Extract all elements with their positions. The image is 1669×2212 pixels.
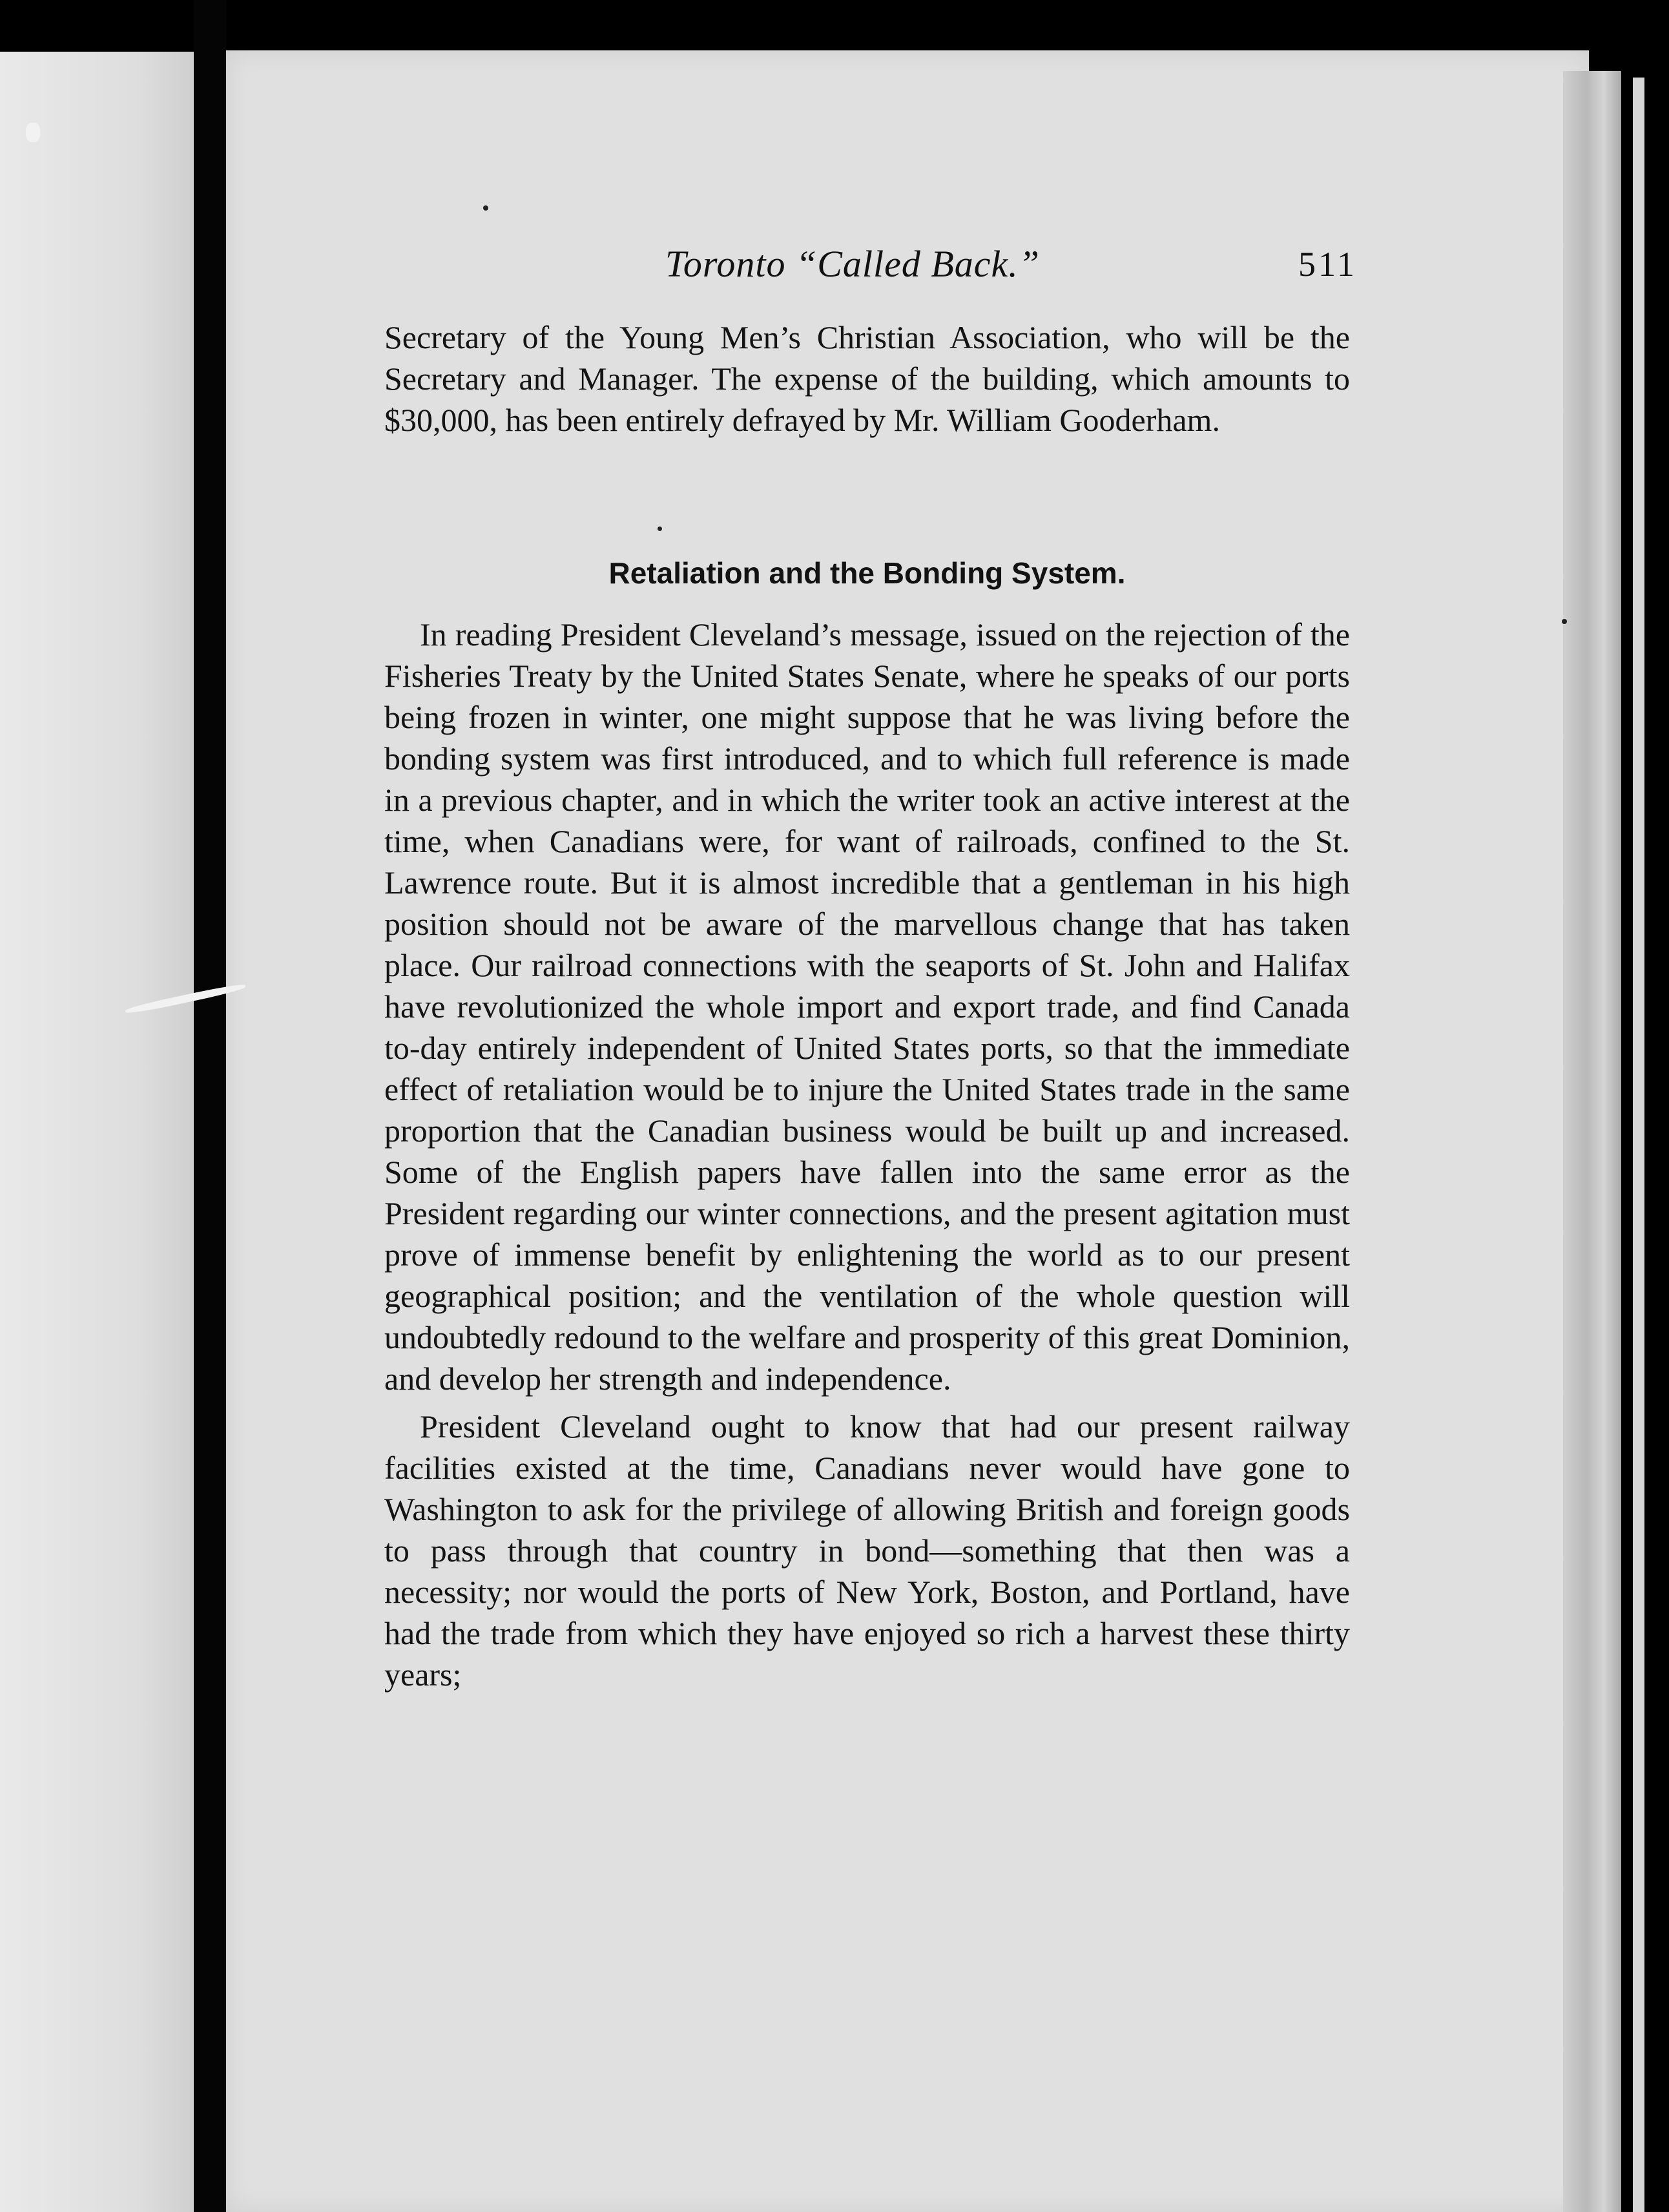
page-stack-strip: [1633, 78, 1644, 2212]
continuation-text: [384, 317, 1350, 441]
scan-artifact: [26, 123, 40, 142]
page-stack-edge: [1563, 71, 1621, 2212]
section-heading: Retaliation and the Bonding System.: [608, 556, 1126, 590]
running-head: Toronto “Called Back.”: [665, 243, 1041, 285]
ink-speck: [483, 205, 488, 211]
continuation-paragraph: Secretary of the Young Men’s Christian Association, who will be the Secretary and Manager. The expense of the building, which amounts to $30,000, has been entirely defrayed by Mr. William Gooderham.: [384, 319, 1350, 438]
scan-border: [1621, 0, 1669, 2212]
body-paragraph: President Cleveland ought to know that had our present railway facilities existed at the time, Canadians never would have gone to Washington to ask for the privilege of allowing British and foreign goods to pass through that country in bond—something that then was a necessity; nor would the ports of New York, Boston, and Portland, have had the trade from which they have enjoyed so rich a harvest these thirty years;: [384, 1408, 1350, 1693]
page-number: 511: [1298, 245, 1357, 284]
ink-speck: [658, 527, 662, 531]
body-paragraph: In reading President Cleveland’s message, issued on the rejection of the Fisheries Treaty by the United States Senate, where he speaks of our ports being frozen in winter, one might suppose that he was living before the bonding system was first introduced, and to which full reference is made in a previous chapter, and in which the writer took an active interest at the time, when Canadians were, for want of railroads, confined to the St. Lawrence route. But it is almost incredible that a gentleman in his high position should not be aware of the marvellous change that has taken place. Our railroad connections with the seaports of St. John and Halifax have revolutionized the whole import and export trade, and find Canada to-day entirely independent of United States ports, so that the immediate effect of retaliation would be to injure the United States trade in the same proportion that the Canadian business would be built up and increased. Some of the English papers have fallen into the same error as the President regarding our winter connections, and the present agitation must prove of immense benefit by enlightening the world as to our present geographical position; and the ventilation of the whole question will undoubtedly redound to the welfare and prosperity of this great Dominion, and develop her strength and independence.: [384, 616, 1350, 1397]
ink-speck: [1562, 619, 1567, 624]
book-gutter: [194, 0, 226, 2212]
section-body: [384, 614, 1350, 1695]
facing-page-edge: [0, 52, 194, 2212]
